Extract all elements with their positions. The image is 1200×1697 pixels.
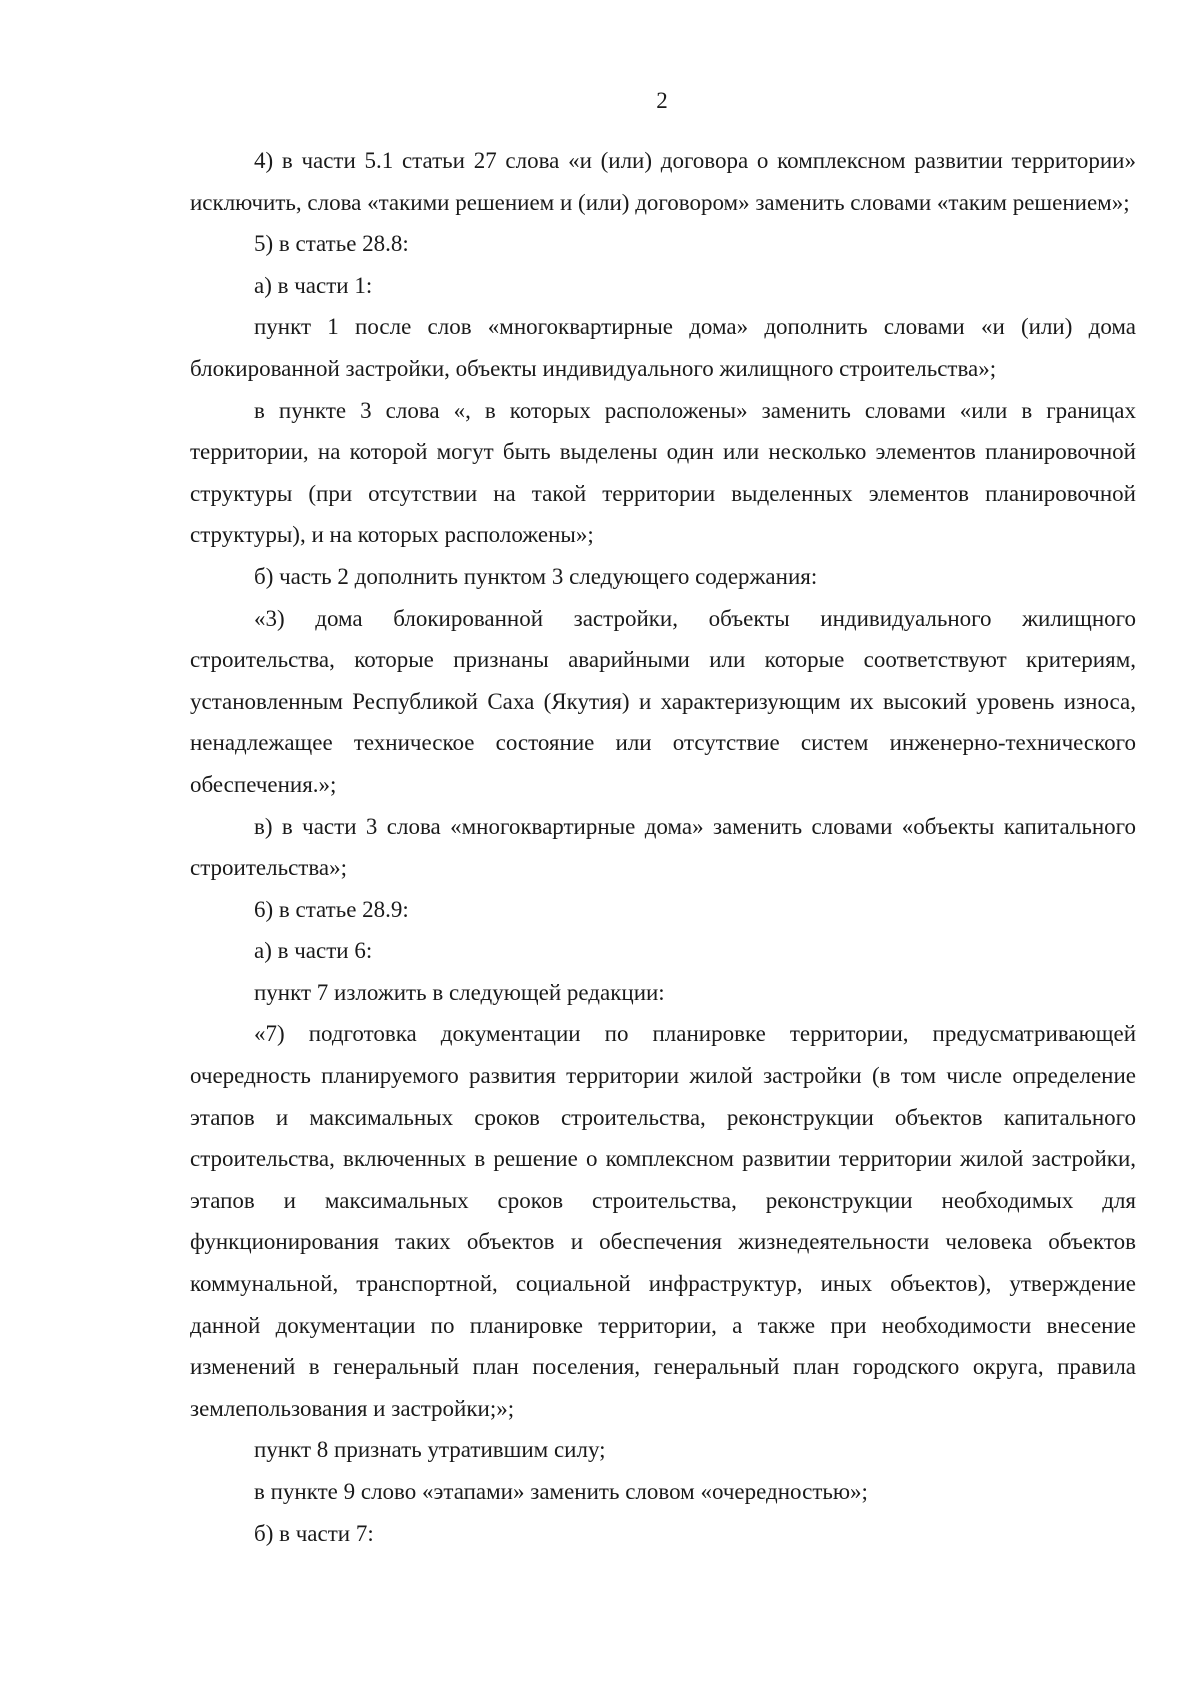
paragraph-point-8: пункт 8 признать утратившим силу; — [254, 1437, 606, 1463]
document-body — [190, 140, 1136, 1554]
paragraph-quote-3: «3) дома блокированной застройки, объекты индивидуального жилищного строительства, которые признаны аварийными или которые соответствуют критериям, установленным Республикой Саха (Якутия) и характеризующим их высокий уровень износа, ненадлежащее техническое состояние или отсутствие систем инженерно-технического обеспечения.»; — [190, 605, 1136, 797]
page-number: 2 — [656, 88, 668, 113]
paragraph-item-5b: б) часть 2 дополнить пунктом 3 следующего содержания: — [254, 563, 818, 589]
paragraph-item-6: 6) в статье 28.9: — [254, 896, 409, 922]
paragraph-item-5v: в) в части 3 слова «многоквартирные дома» заменить словами «объекты капитального строительства»; — [190, 813, 1136, 881]
paragraph-point-9: в пункте 9 слово «этапами» заменить словом «очередностью»; — [254, 1479, 868, 1504]
paragraph-point-3: в пункте 3 слова «, в которых расположены» заменить словами «или в границах территории, на которой могут быть выделены один или несколько элементов планировочной структуры (при отсутствии на такой территории выделенных элементов планировочной структуры), и на которых расположены»; — [190, 397, 1136, 548]
paragraph-point-1: пункт 1 после слов «многоквартирные дома» дополнить словами «и (или) дома блокированной застройки, объекты индивидуального жилищного строительства»; — [190, 314, 1136, 381]
paragraph-item-5: 5) в статье 28.8: — [254, 231, 409, 257]
paragraph-point-7: пункт 7 изложить в следующей редакции: — [254, 979, 665, 1005]
paragraph-item-5a: а) в части 1: — [254, 272, 373, 298]
paragraph-item-6a: а) в части 6: — [254, 938, 373, 964]
paragraph-item-4: 4) в части 5.1 статьи 27 слова «и (или) договора о комплексном развитии территории» исключить, слова «такими решением и (или) договором» заменить словами «таким решением»; — [190, 148, 1136, 215]
paragraph-item-6b: б) в части 7: — [254, 1520, 374, 1546]
paragraph-quote-7: «7) подготовка документации по планировке территории, предусматривающей очередность планируемого развития территории жилой застройки (в том числе определение этапов и максимальных сроков строительства, реконструкции объектов капитального строительства, включенных в решение о комплексном развитии территории жилой застройки, этапов и максимальных сроков строительства, реконструкции необходимых для функционирования таких объектов и обеспечения жизнедеятельности человека объектов коммунальной, транспортной, социальной инфраструктур, иных объектов), утверждение данной документации по планировке территории, а также при необходимости внесение изменений в генеральный план поселения, генеральный план городского округа, правила землепользования и застройки;»; — [190, 1021, 1136, 1421]
